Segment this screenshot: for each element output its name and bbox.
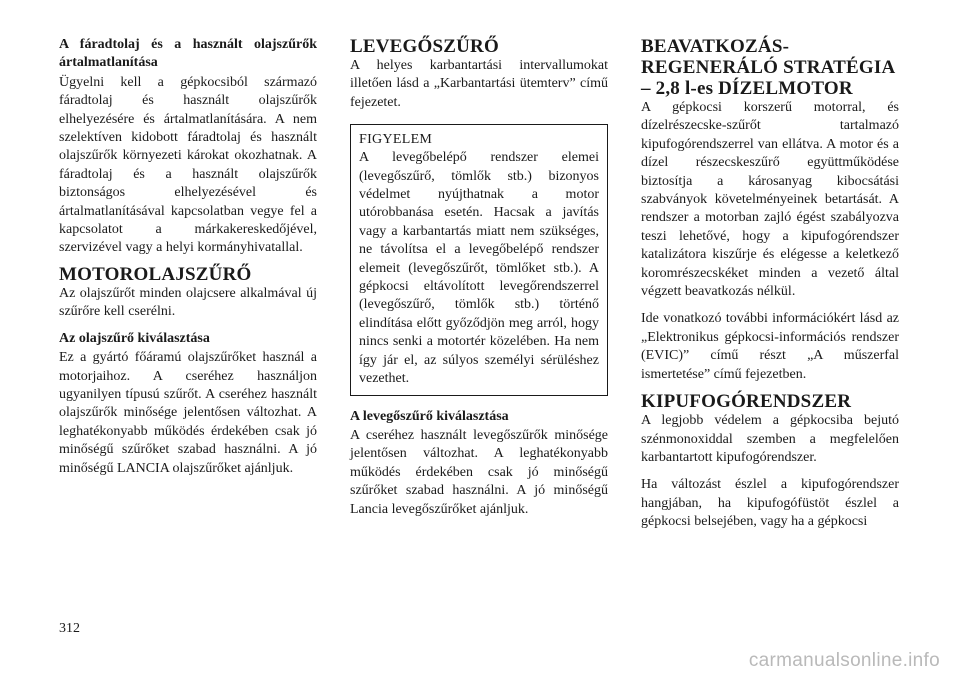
page-number: 312 [59, 621, 80, 636]
oil-filter-text: Az olajszűrőt minden olajcsere alkalmával új szűrőre kell cserélni. [59, 285, 317, 320]
warning-title: FIGYELEM [359, 132, 433, 148]
left-column [59, 36, 317, 478]
oil-filter-title: MOTOROLAJSZŰRŐ [59, 263, 252, 285]
middle-column [350, 36, 608, 519]
warning-text: A levegőbelépő rendszer elemei (levegőszűrő, tömlők stb.) bizonyos védelmet nyújthatnak a motor utórobbanása esetén. Hacsak a javítás vagy a karbantartás miatt nem szükséges, ne távolítsa el a levegőbelépő rendszer elemeit (levegőszűrőt, tömlőket stb.). A gépkocsi eltávolított levegőrendszerrel (levegőszűrő, tömlők stb.) történő elindítása előtt győződjön meg arról, hogy nincs senki a motortér közelében. Ha nem így jár el, az súlyos személyi sérüléshez vezethet. [359, 150, 599, 387]
air-filter-selection-heading: A levegőszűrő kiválasztása [350, 408, 509, 424]
evic-reference-text: Ide vonatkozó további információkért lásd az „Elektronikus gépkocsi-információs rendszer (EVIC)” című részt „A műszerfal ismertetése” című fejezetben. [641, 311, 899, 382]
exhaust-system-text-1: A legjobb védelem a gépkocsiba bejutó szénmonoxiddal szemben a megfelelően karbantartott kipufogórendszer. [641, 413, 899, 465]
watermark: carmanualsonline.info [748, 650, 940, 671]
exhaust-system-text-2: Ha változást észlel a kipufogórendszer hangjában, ha kipufogófüstöt észlel a gépkocsi belsejében, vagy ha a gépkocsi [641, 477, 899, 530]
air-filter-selection-text: A cseréhez használt levegőszűrők minősége jelentősen változhat. A leghatékonyabb működés érdekében csak jó minőségű szűrőket szabad használni. A jó minőségű Lancia levegőszűrőket ajánljuk. [350, 427, 608, 517]
oil-disposal-text: Ügyelni kell a gépkocsiból származó fáradtolaj és használt olajszűrők elhelyezésére és ártalmatlanítására. A nem szelektíven kidobott fáradtolaj és használt olajszűrők környezeti károkat okozhatnak. A fáradtolaj és a használt olajszűrők biztonságos elhelyezésével és ártalmatlanításával kapcsolatban vegye fel a kapcsolatot a márkakereskedőjével, szervizével vagy a helyi kormányhivatallal. [59, 74, 317, 256]
air-filter-title: LEVEGŐSZŰRŐ [350, 36, 499, 57]
right-column [641, 36, 899, 532]
regeneration-strategy-title: BEAVATKOZÁS-REGENERÁLÓ STRATÉGIA – 2,8 l-es DÍZELMOTOR [641, 36, 895, 99]
exhaust-system-title: KIPUFOGÓRENDSZER [641, 391, 852, 413]
warning-box [350, 124, 608, 395]
oil-filter-selection-text: Ez a gyártó főáramú olajszűrőket használ a motorjaihoz. A cseréhez használjon ugyanilyen típusú szűrőt. A cseréhez használt olajszűrők minősége jelentősen változhat. A leghatékonyabb működés érdekében csak jó minőségű szűrőket szabad használni. A jó minőségű LANCIA olajszűrőket ajánljuk. [59, 350, 317, 476]
regeneration-strategy-text: A gépkocsi korszerű motorral, és dízelrészecske-szűrőt tartalmazó kipufogórendszerrel van ellátva. A motor és a dízel részecskeszűrő együttműködése biztosítja a károsanyag kibocsátási szabványok követelményeinek betartását. A rendszer a motorban zajló égést szabályozva teszi lehetővé, hogy a kipufogórendszer katalizátora kiszűrje és elégesse a keletkező koromrészecskéket minden a vezető által végzett beavatkozás nélkül. [641, 100, 899, 300]
air-filter-text: A helyes karbantartási intervallumokat illetően lásd a „Karbantartási ütemterv” című fejezetet. [350, 58, 608, 110]
oil-disposal-heading: A fáradtolaj és a használt olajszűrők ártalmatlanítása [59, 37, 317, 71]
oil-filter-selection-heading: Az olajszűrő kiválasztása [59, 330, 210, 346]
